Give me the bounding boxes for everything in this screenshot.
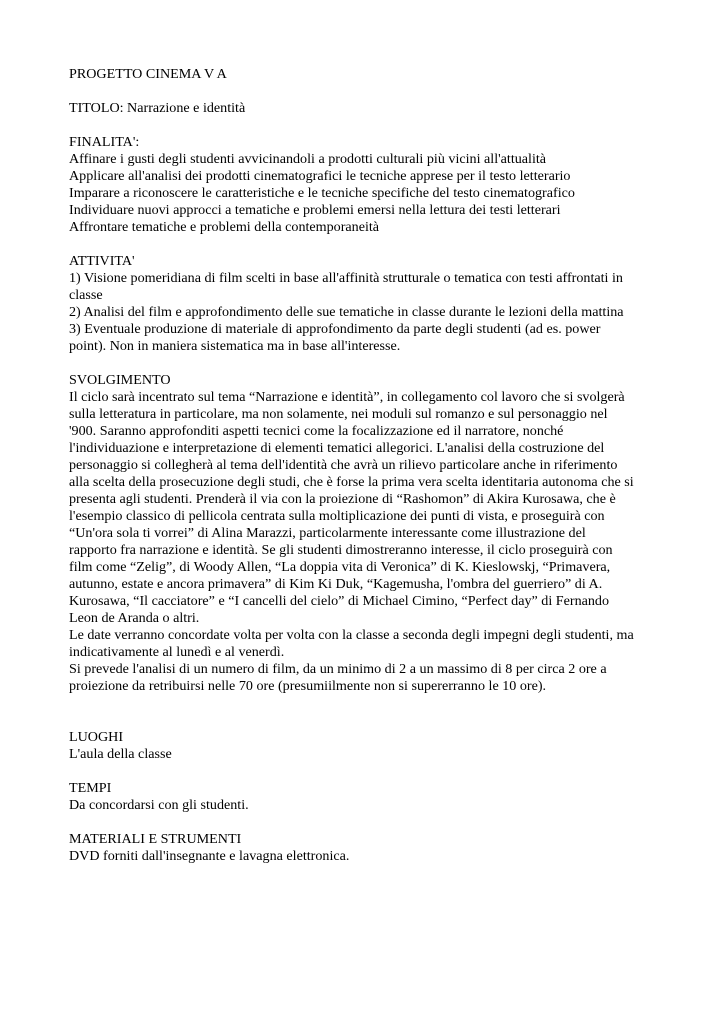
section-finalita — [69, 134, 669, 236]
svolgimento-line: personaggio si collegherà al tema dell'identità che avrà un rilievo particolare anche in riferimento — [69, 457, 618, 473]
section-text: L'aula della classe — [69, 746, 172, 762]
svolgimento-line: '900. Saranno approfonditi aspetti tecnici come la focalizzazione ed il narratore, nonché — [69, 423, 564, 439]
section-heading: TEMPI — [69, 780, 112, 796]
section-text: Da concordarsi con gli studenti. — [69, 797, 249, 813]
svolgimento-line: Kurosawa, “Il cacciatore” e “I cancelli del cielo” di Michael Cimino, “Perfect day” di Fernando — [69, 593, 610, 609]
section-tempi — [69, 780, 669, 814]
attivita-line: classe — [69, 287, 103, 303]
section-text: DVD forniti dall'insegnante e lavagna elettronica. — [69, 848, 350, 864]
svolgimento-line: presenta agli studenti. Prenderà il via con la proiezione di “Rashomon” di Akira Kurosawa, che è — [69, 491, 616, 507]
section-attivita — [69, 253, 669, 355]
finalita-item: Applicare all'analisi dei prodotti cinematografici le tecniche apprese per il testo letterario — [69, 168, 571, 184]
attivita-line: point). Non in maniera sistematica ma in base all'interesse. — [69, 338, 401, 354]
svolgimento-line: Si prevede l'analisi di un numero di film, da un minimo di 2 a un massimo di 8 per circa 2 ore a — [69, 661, 607, 677]
section-materiali — [69, 831, 669, 865]
finalita-item: Affinare i gusti degli studenti avvicinandoli a prodotti culturali più vicini all'attualità — [69, 151, 547, 167]
section-svolgimento — [69, 372, 669, 695]
section-heading: ATTIVITA' — [69, 253, 135, 269]
svolgimento-line: sulla letteratura in particolare, ma non solamente, nei moduli sul romanzo e sul personaggio nel — [69, 406, 608, 422]
svolgimento-line: autunno, estate e ancora primavera” di Kim Ki Duk, “Kagemusha, l'ombra del guerriero” di A. — [69, 576, 603, 592]
finalita-item: Affrontare tematiche e problemi della contemporaneità — [69, 219, 380, 235]
svolgimento-line: l'esempio classico di pellicola centrata sulla moltiplicazione dei punti di vista, e proseguirà con — [69, 508, 605, 524]
attivita-line: 1) Visione pomeridiana di film scelti in base all'affinità strutturale o tematica con testi affrontati in — [69, 270, 623, 286]
svolgimento-line: Il ciclo sarà incentrato sul tema “Narrazione e identità”, in collegamento col lavoro che si svolgerà — [69, 389, 625, 405]
document-title: TITOLO: Narrazione e identità — [69, 100, 246, 116]
svolgimento-line: film come “Zelig”, di Woody Allen, “La doppia vita di Veronica” di K. Kieslowskj, “Primavera, — [69, 559, 611, 575]
svolgimento-line: “Un'ora sola ti vorrei” di Alina Marazzi, particolarmente interessante come illustrazione del — [69, 525, 586, 541]
attivita-line: 3) Eventuale produzione di materiale di approfondimento da parte degli studenti (ad es. power — [69, 321, 601, 337]
svolgimento-line: rapporto fra narrazione e identità. Se gli studenti dimostreranno interesse, il ciclo proseguirà con — [69, 542, 613, 558]
svolgimento-line: Leon de Aranda o altri. — [69, 610, 200, 626]
svolgimento-line: proiezione da retribuirsi nelle 70 ore (presumiilmente non si supererranno le 10 ore). — [69, 678, 547, 694]
section-heading: MATERIALI E STRUMENTI — [69, 831, 242, 847]
svolgimento-line: l'individuazione e interpretazione di elementi tematici allegorici. L'analisi della costruzione del — [69, 440, 605, 456]
section-luoghi — [69, 729, 669, 763]
section-heading: FINALITA': — [69, 134, 140, 150]
finalita-item: Individuare nuovi approcci a tematiche e problemi emersi nella lettura dei testi letterari — [69, 202, 561, 218]
svolgimento-line: indicativamente al lunedì e al venerdì. — [69, 644, 285, 660]
attivita-line: 2) Analisi del film e approfondimento delle sue tematiche in classe durante le lezioni della mattina — [69, 304, 624, 320]
document-header: PROGETTO CINEMA V A — [69, 66, 227, 82]
section-heading: SVOLGIMENTO — [69, 372, 171, 388]
document-page — [69, 66, 669, 865]
finalita-item: Imparare a riconoscere le caratteristiche e le tecniche specifiche del testo cinematografico — [69, 185, 575, 201]
svolgimento-line: alla scelta della prosecuzione degli studi, che è forse la prima vera scelta identitaria autonoma che si — [69, 474, 634, 490]
svolgimento-line: Le date verranno concordate volta per volta con la classe a seconda degli impegni degli studenti, ma — [69, 627, 634, 643]
section-heading: LUOGHI — [69, 729, 124, 745]
